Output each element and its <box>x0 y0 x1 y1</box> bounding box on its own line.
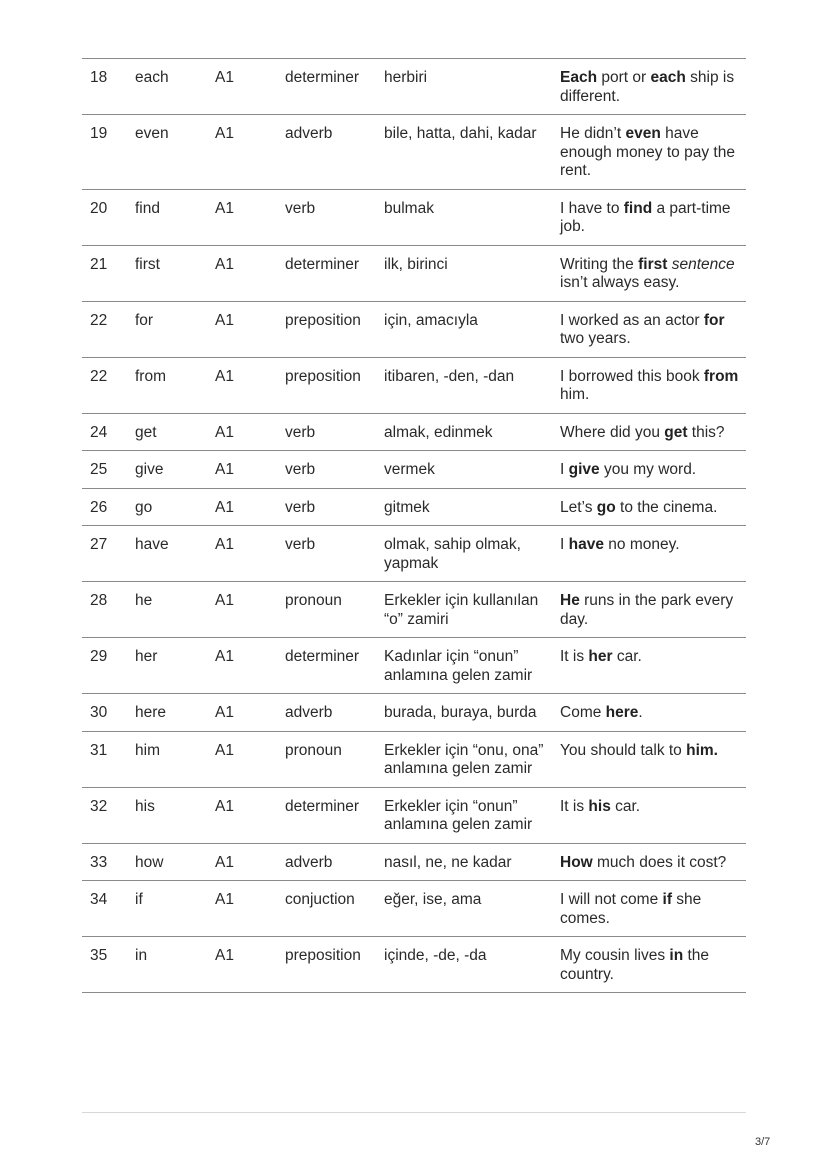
row-number-cell: 22 <box>82 301 135 357</box>
part-of-speech-cell: verb <box>285 488 384 526</box>
example-sentence-cell <box>560 115 746 190</box>
example-sentence-cell <box>560 731 746 787</box>
highlighted-word: each <box>650 69 686 86</box>
level-cell: A1 <box>215 843 285 881</box>
translation-cell: olmak, sahip olmak, yapmak <box>384 526 560 582</box>
example-sentence-cell <box>560 638 746 694</box>
highlighted-word: him. <box>686 741 718 759</box>
table-row <box>82 694 746 732</box>
translation-cell: eğer, ise, ama <box>384 881 560 937</box>
example-text: Let’s <box>560 498 597 516</box>
highlighted-word: her <box>588 648 613 665</box>
translation-cell: gitmek <box>384 488 560 526</box>
word-cell: from <box>135 357 215 413</box>
example-text: He didn’t <box>560 125 626 142</box>
example-text: much does it cost? <box>592 853 727 871</box>
highlighted-word: here <box>605 704 639 721</box>
word-cell: his <box>135 787 215 843</box>
part-of-speech-cell: verb <box>285 189 384 245</box>
example-sentence-cell <box>560 488 746 526</box>
example-text: runs in the park every day. <box>560 592 734 628</box>
highlighted-word: his <box>588 797 611 815</box>
word-cell: for <box>135 301 215 357</box>
highlighted-word: in <box>669 947 684 964</box>
example-sentence-cell <box>560 357 746 413</box>
example-sentence-cell <box>560 189 746 245</box>
translation-cell: herbiri <box>384 59 560 115</box>
example-text: Where did you <box>560 423 665 441</box>
part-of-speech-cell: preposition <box>285 937 384 993</box>
level-cell: A1 <box>215 731 285 787</box>
level-cell: A1 <box>215 413 285 451</box>
example-text: I will not come <box>560 891 663 908</box>
translation-cell: Erkekler için “onun” anlamına gelen zamir <box>384 787 560 843</box>
footer-divider <box>82 1112 746 1113</box>
translation-cell: bile, hatta, dahi, kadar <box>384 115 560 190</box>
example-text: two years. <box>560 330 631 347</box>
word-cell: if <box>135 881 215 937</box>
highlighted-word: if <box>662 891 672 908</box>
part-of-speech-cell: adverb <box>285 843 384 881</box>
table-row <box>82 731 746 787</box>
row-number-cell: 29 <box>82 638 135 694</box>
row-number-cell: 25 <box>82 451 135 489</box>
example-text: I borrowed this book <box>560 367 704 385</box>
highlighted-word: go <box>596 498 616 516</box>
word-cell: first <box>135 245 215 301</box>
level-cell: A1 <box>215 787 285 843</box>
level-cell: A1 <box>215 881 285 937</box>
example-text: My cousin lives <box>560 947 670 964</box>
row-number-cell: 33 <box>82 843 135 881</box>
example-sentence-cell <box>560 582 746 638</box>
part-of-speech-cell: verb <box>285 451 384 489</box>
example-text: I <box>560 536 569 553</box>
row-number-cell: 35 <box>82 937 135 993</box>
translation-cell: Erkekler için kullanılan “o” zamiri <box>384 582 560 638</box>
row-number-cell: 34 <box>82 881 135 937</box>
highlighted-word: have <box>568 536 604 553</box>
table-row <box>82 245 746 301</box>
example-sentence-cell <box>560 787 746 843</box>
row-number-cell: 24 <box>82 413 135 451</box>
translation-cell: burada, buraya, burda <box>384 694 560 732</box>
part-of-speech-cell: determiner <box>285 787 384 843</box>
word-cell: have <box>135 526 215 582</box>
part-of-speech-cell: preposition <box>285 357 384 413</box>
highlighted-word: even <box>625 125 661 142</box>
level-cell: A1 <box>215 451 285 489</box>
level-cell: A1 <box>215 189 285 245</box>
row-number-cell: 31 <box>82 731 135 787</box>
row-number-cell: 22 <box>82 357 135 413</box>
example-sentence-cell <box>560 937 746 993</box>
example-sentence-cell <box>560 526 746 582</box>
table-row <box>82 582 746 638</box>
part-of-speech-cell: adverb <box>285 694 384 732</box>
vocabulary-table-body <box>82 59 746 993</box>
highlighted-word: How <box>560 853 593 871</box>
row-number-cell: 21 <box>82 245 135 301</box>
example-text: this? <box>687 423 725 441</box>
translation-cell: bulmak <box>384 189 560 245</box>
example-text: no money. <box>603 536 680 553</box>
example-text: car. <box>612 648 642 665</box>
part-of-speech-cell: determiner <box>285 245 384 301</box>
part-of-speech-cell: verb <box>285 526 384 582</box>
level-cell: A1 <box>215 526 285 582</box>
word-cell: here <box>135 694 215 732</box>
level-cell: A1 <box>215 582 285 638</box>
example-text: a part-time job. <box>560 199 731 235</box>
highlighted-word: give <box>568 461 600 478</box>
part-of-speech-cell: determiner <box>285 638 384 694</box>
translation-cell: ilk, birinci <box>384 245 560 301</box>
part-of-speech-cell: preposition <box>285 301 384 357</box>
translation-cell: Kadınlar için “onun” anlamına gelen zamir <box>384 638 560 694</box>
translation-cell: için, amacıyla <box>384 301 560 357</box>
example-text: Writing the <box>560 255 639 273</box>
translation-cell: vermek <box>384 451 560 489</box>
word-cell: find <box>135 189 215 245</box>
table-row <box>82 843 746 881</box>
translation-cell: Erkekler için “onu, ona” anlamına gelen zamir <box>384 731 560 787</box>
table-row <box>82 937 746 993</box>
translation-cell: içinde, -de, -da <box>384 937 560 993</box>
example-text: him. <box>560 386 590 403</box>
example-text: It is <box>560 797 589 815</box>
level-cell: A1 <box>215 245 285 301</box>
word-cell: him <box>135 731 215 787</box>
table-row <box>82 787 746 843</box>
table-row <box>82 115 746 190</box>
level-cell: A1 <box>215 694 285 732</box>
level-cell: A1 <box>215 59 285 115</box>
table-row <box>82 638 746 694</box>
example-text: Come <box>560 704 606 721</box>
example-text: she comes. <box>560 891 702 927</box>
row-number-cell: 32 <box>82 787 135 843</box>
row-number-cell: 28 <box>82 582 135 638</box>
example-text: I worked as an actor <box>560 311 704 329</box>
table-row <box>82 189 746 245</box>
word-cell: in <box>135 937 215 993</box>
example-text: have enough money to pay the rent. <box>560 125 735 179</box>
table-row <box>82 488 746 526</box>
highlighted-word: get <box>664 423 688 441</box>
example-text: ship is different. <box>560 69 735 105</box>
table-row <box>82 451 746 489</box>
word-cell: give <box>135 451 215 489</box>
part-of-speech-cell: verb <box>285 413 384 451</box>
row-number-cell: 26 <box>82 488 135 526</box>
highlighted-word: for <box>703 311 725 329</box>
example-sentence-cell <box>560 301 746 357</box>
highlighted-word: find <box>623 199 653 217</box>
word-cell: he <box>135 582 215 638</box>
example-sentence-cell <box>560 245 746 301</box>
level-cell: A1 <box>215 115 285 190</box>
part-of-speech-cell: adverb <box>285 115 384 190</box>
part-of-speech-cell: pronoun <box>285 582 384 638</box>
part-of-speech-cell: pronoun <box>285 731 384 787</box>
row-number-cell: 20 <box>82 189 135 245</box>
word-cell: how <box>135 843 215 881</box>
example-sentence-cell <box>560 59 746 115</box>
row-number-cell: 30 <box>82 694 135 732</box>
example-text: . <box>638 704 643 721</box>
translation-cell: itibaren, -den, -dan <box>384 357 560 413</box>
level-cell: A1 <box>215 301 285 357</box>
example-sentence-cell <box>560 451 746 489</box>
part-of-speech-cell: determiner <box>285 59 384 115</box>
example-text: isn’t always easy. <box>560 274 680 291</box>
example-text: port or <box>597 69 651 86</box>
example-text: It is <box>560 648 589 665</box>
part-of-speech-cell: conjuction <box>285 881 384 937</box>
table-row <box>82 357 746 413</box>
example-text: sentence <box>671 255 735 273</box>
table-row <box>82 413 746 451</box>
level-cell: A1 <box>215 937 285 993</box>
level-cell: A1 <box>215 488 285 526</box>
word-cell: get <box>135 413 215 451</box>
example-text: I <box>560 461 569 478</box>
highlighted-word: first <box>638 255 668 273</box>
example-text: You should talk to <box>560 741 687 759</box>
highlighted-word: He <box>560 592 580 609</box>
example-text: you my word. <box>599 461 697 478</box>
example-sentence-cell <box>560 694 746 732</box>
example-text: the country. <box>560 947 710 983</box>
table-row <box>82 526 746 582</box>
row-number-cell: 19 <box>82 115 135 190</box>
word-cell: each <box>135 59 215 115</box>
example-text: I have to <box>560 199 624 217</box>
example-text: to the cinema. <box>615 498 718 516</box>
example-text: car. <box>610 797 641 815</box>
example-sentence-cell <box>560 413 746 451</box>
level-cell: A1 <box>215 638 285 694</box>
example-sentence-cell <box>560 881 746 937</box>
page-number: 3/7 <box>755 1136 771 1148</box>
word-cell: even <box>135 115 215 190</box>
highlighted-word: Each <box>560 69 598 86</box>
example-sentence-cell <box>560 843 746 881</box>
translation-cell: almak, edinmek <box>384 413 560 451</box>
table-row <box>82 301 746 357</box>
translation-cell: nasıl, ne, ne kadar <box>384 843 560 881</box>
table-row <box>82 881 746 937</box>
row-number-cell: 27 <box>82 526 135 582</box>
word-cell: go <box>135 488 215 526</box>
word-cell: her <box>135 638 215 694</box>
table-row <box>82 59 746 115</box>
level-cell: A1 <box>215 357 285 413</box>
vocabulary-table <box>82 58 746 993</box>
row-number-cell: 18 <box>82 59 135 115</box>
highlighted-word: from <box>703 367 739 385</box>
